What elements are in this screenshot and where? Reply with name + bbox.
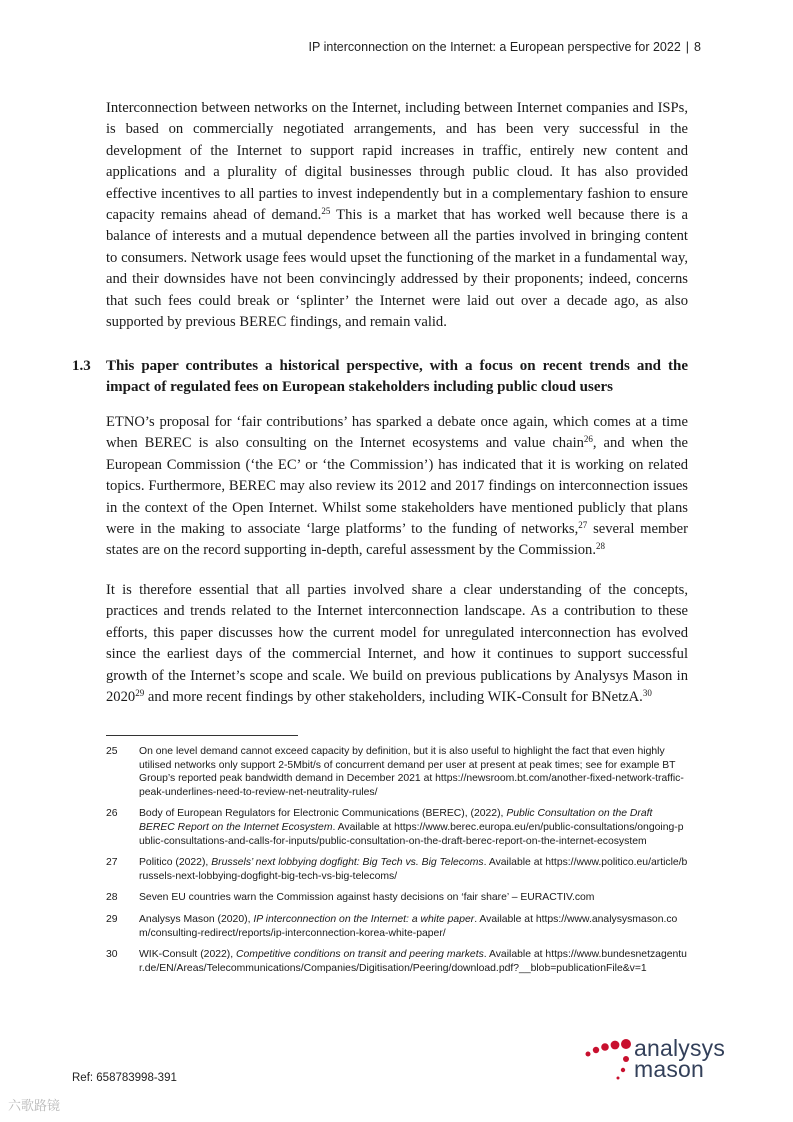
footnote-url[interactable]: https://www.politico.eu/article/brussels-next-lobbying-dogfight-big-tech-vs-big-telecoms/: [139, 857, 688, 882]
footnote-ref-27[interactable]: 27: [578, 520, 588, 531]
page-number: 8: [694, 40, 701, 54]
footnote-body: Body of European Regulators for Electronic Communications (BEREC), (2022),: [139, 808, 507, 820]
footnote-25: [106, 745, 688, 799]
footnote-number: 30: [106, 949, 118, 961]
footnote-url[interactable]: https://www.bundesnetzagentur.de/EN/Areas/Telecommunications/Companies/Digitisation/Peering/download.pdf?__blob=publicationFile&v=1: [139, 949, 687, 974]
header-title: IP interconnection on the Internet: a European perspective for 2022: [308, 40, 681, 54]
footnote-body: . Available at: [483, 949, 543, 961]
footnote-text: [139, 948, 688, 975]
logo-line-analysys: analysys: [634, 1035, 726, 1061]
footnote-url[interactable]: https://www.berec.europa.eu/en/public-consultations/ongoing-public-consultations-and-calls-for-inputs/public-consultation-on-the-draft-berec-report-on-the-internet-ecosystem: [139, 821, 684, 847]
paragraph-text: , and when the European Commission (‘the EC’ or ‘the Commission’) has indicated that it is working on related topics. Furthermore, BEREC may also review its 2012 and 2017 findings on interconnection issues in the context of the Open Internet. Whilst some stakeholders have mentioned publicly that plans were in the making to associate ‘large platforms’ to the funding of networks,: [106, 435, 688, 538]
footnote-ref-30[interactable]: 30: [642, 688, 652, 699]
footnote-27: [106, 856, 688, 883]
footnote-body: On one level demand cannot exceed capacity by definition, but it is also useful to highlight the fact that even highly utilised networks only support 2-5Mbit/s of concurrent demand per user at present at peak times; see for example BT Group’s reported peak bandwidth demand in December 2021 at: [139, 746, 676, 785]
footnote-body: . Available at: [483, 857, 543, 869]
footnote-body: Politico (2022),: [139, 857, 212, 869]
footnote-body: Analysys Mason (2020),: [139, 913, 254, 925]
footnote-body: WIK-Consult (2022),: [139, 949, 237, 961]
paragraph-text: Interconnection between networks on the Internet, including between Internet companies and ISPs, is based on commercially negotiated arrangements, and has been very successful in the development of the Internet to support rapid increases in traffic, entirely new content and applications and a plurality of digital businesses through public cloud. It has also provided effective incentives to all parties to invest independently but in a complementary fashion to ensure capacity remains ahead of demand.: [106, 100, 688, 224]
footnote-ref-25[interactable]: 25: [321, 206, 331, 217]
footnote-number: 28: [106, 892, 118, 904]
footnote-number: 26: [106, 808, 118, 820]
paragraph-interconnection: [106, 98, 688, 333]
footnote-number: 27: [106, 857, 118, 869]
footnote-text[interactable]: [139, 891, 688, 905]
paragraph-text: several member states are on the record supporting in-depth, careful assessment by the Commission.: [106, 521, 688, 559]
footnote-title: Competitive conditions on transit and peering markets: [236, 949, 484, 961]
paragraph-text: It is therefore essential that all parties involved share a clear understanding of the concepts, practices and trends related to the Internet interconnection landscape. As a contribution to these efforts, this paper discusses how the current model for unregulated interconnection has evolved since the earliest days of the commercial Internet, and how it continues to support successful growth of the Internet’s scope and scale. We build on previous publications by Analysys Mason in 2020: [106, 582, 688, 706]
paragraph-text: and more recent findings by other stakeholders, including WIK-Consult for BNetzA.: [144, 689, 643, 706]
logo-dots-icon: [582, 1036, 638, 1090]
header-separator: |: [685, 40, 690, 54]
footnote-url[interactable]: https://newsroom.bt.com/another-fixed-network-traffic-peak-underlines-need-to-review-net-neutrality-rules/: [139, 773, 684, 798]
footnote-body: Seven EU countries warn the Commission against hasty decisions on ‘fair share’ – EURACTIV.com: [139, 892, 595, 904]
footnote-ref-29[interactable]: 29: [135, 688, 145, 699]
paragraph-text: ETNO’s proposal for ‘fair contributions’ has sparked a debate once again, which comes at a time when BEREC is also consulting on the Internet ecosystems and value chain: [106, 414, 688, 452]
paragraph-text: This is a market that has worked well because there is a balance of interests and a mutual dependence between all the parties involved in bringing content to consumers. Network usage fees would upset the functioning of the market in a fundamental way, and their downsides have not been convincingly addressed by their proponents; indeed, concerns that such fees could break or ‘splinter’ the Internet were laid out over a decade ago, as also supported by previous BEREC findings, and remain valid.: [106, 207, 688, 331]
footnote-26: [106, 807, 688, 848]
footnote-30: [106, 948, 688, 975]
section-number: 1.3: [72, 358, 91, 374]
section-heading: [72, 356, 688, 399]
footnote-divider: [106, 735, 298, 736]
footnote-number: 29: [106, 913, 118, 925]
footnote-body: . Available at: [332, 821, 395, 833]
footnote-28: [106, 891, 688, 905]
footnote-number: 25: [106, 746, 118, 757]
paragraph-etno-proposal: [106, 412, 688, 562]
footnote-ref-28[interactable]: 28: [596, 541, 605, 552]
footnote-title: Public Consultation on the Draft BEREC Report on the Internet Ecosystem: [139, 808, 653, 833]
paragraph-shared-understanding: [106, 580, 688, 708]
footnote-text: [139, 745, 688, 799]
footnote-29: [106, 913, 688, 940]
running-header: [309, 40, 701, 54]
analysys-mason-logo: [582, 1036, 732, 1090]
logo-wordmark: [634, 1035, 726, 1082]
footnote-body: . Available at: [474, 913, 533, 925]
footnote-title: Brussels’ next lobbying dogfight: Big Tech vs. Big Telecoms: [211, 857, 484, 869]
footnotes: [106, 745, 688, 983]
watermark: 六歌路镜: [8, 1099, 61, 1114]
footnote-title: IP interconnection on the Internet: a white paper: [253, 913, 475, 925]
footnote-ref-26[interactable]: 26: [583, 434, 593, 445]
footnote-text: [139, 856, 688, 883]
footnote-url[interactable]: https://www.analysysmason.com/consulting-redirect/reports/ip-interconnection-korea-white-paper/: [139, 913, 678, 939]
footnote-text: [139, 913, 688, 940]
document-reference: Ref: 658783998-391: [72, 1072, 177, 1084]
footnote-text: [139, 807, 688, 848]
logo-line-mason: mason: [634, 1056, 705, 1082]
section-title: This paper contributes a historical perspective, with a focus on recent trends and the impact of regulated fees on European stakeholders including public cloud users: [106, 358, 688, 396]
